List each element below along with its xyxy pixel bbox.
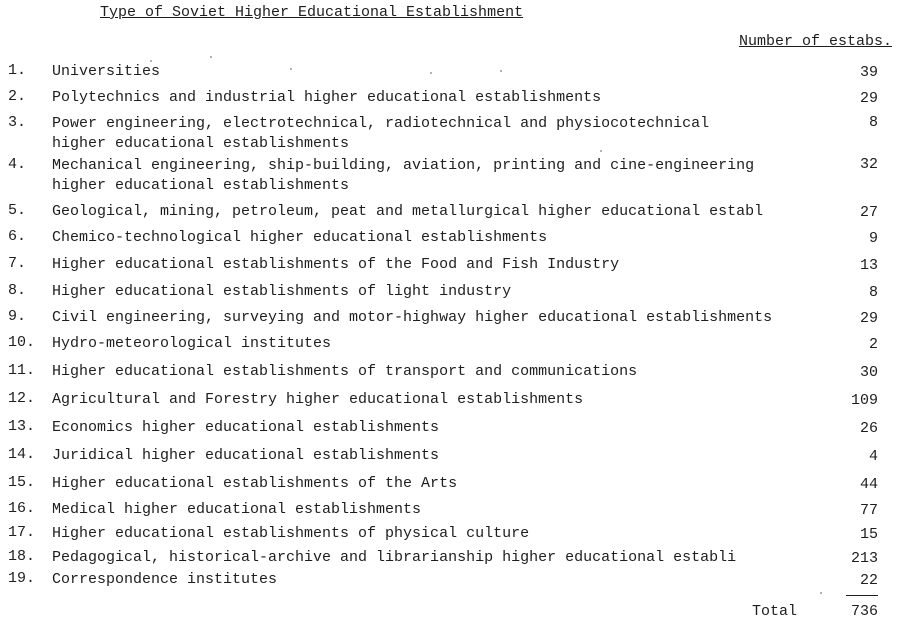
row-number: 3. <box>8 114 27 131</box>
row-number: 5. <box>8 202 27 219</box>
row-number: 11. <box>8 362 36 379</box>
row-description-line: Correspondence institutes <box>52 571 278 588</box>
row-number: 1. <box>8 62 27 79</box>
column-header-number-of-estabs: Number of estabs. <box>738 33 892 50</box>
row-number: 13. <box>8 418 36 435</box>
row-description-line: Power engineering, electrotechnical, radiotechnical and physiocotechnical <box>52 115 710 132</box>
scan-speck <box>210 56 212 58</box>
total-value: 736 <box>850 603 878 620</box>
row-number: 14. <box>8 446 36 463</box>
row-count: 29 <box>859 310 878 327</box>
row-number: 6. <box>8 228 27 245</box>
row-count: 22 <box>859 572 878 589</box>
scan-speck <box>290 68 292 70</box>
row-description <box>52 418 832 438</box>
row-description <box>52 228 832 248</box>
row-number: 16. <box>8 500 36 517</box>
row-description-line: Geological, mining, petroleum, peat and metallurgical higher educational establ <box>52 203 764 220</box>
row-count: 13 <box>859 257 878 274</box>
row-number: 8. <box>8 282 27 299</box>
row-description-line: Chemico-technological higher educational establishments <box>52 229 548 246</box>
row-number: 19. <box>8 570 36 587</box>
row-description-line: Agricultural and Forestry higher educational establishments <box>52 391 584 408</box>
total-rule <box>846 595 878 596</box>
row-count: 213 <box>850 550 878 567</box>
row-count: 15 <box>859 526 878 543</box>
row-number: 2. <box>8 88 27 105</box>
row-description-line: Juridical higher educational establishments <box>52 447 440 464</box>
row-count: 27 <box>859 204 878 221</box>
row-description <box>52 524 832 544</box>
row-count: 39 <box>859 64 878 81</box>
row-description-line: Polytechnics and industrial higher educational establishments <box>52 89 602 106</box>
row-description <box>52 156 832 196</box>
row-number: 7. <box>8 255 27 272</box>
row-count: 32 <box>859 156 878 173</box>
row-description-line: Higher educational establishments of light industry <box>52 283 512 300</box>
row-description-line: Hydro-meteorological institutes <box>52 335 332 352</box>
row-description-line: Higher educational establishments of the Arts <box>52 475 458 492</box>
row-number: 10. <box>8 334 36 351</box>
row-count: 8 <box>868 284 878 301</box>
row-number: 17. <box>8 524 36 541</box>
row-count: 4 <box>868 448 878 465</box>
row-description <box>52 255 832 275</box>
row-description-line: Higher educational establishments of transport and communications <box>52 363 638 380</box>
total-label: Total <box>752 603 798 620</box>
row-count: 109 <box>850 392 878 409</box>
row-description <box>52 500 832 520</box>
row-count: 2 <box>868 336 878 353</box>
row-description <box>52 446 832 466</box>
row-description <box>52 474 832 494</box>
row-description-line: higher educational establishments <box>52 135 350 152</box>
row-description-line: Higher educational establishments of physical culture <box>52 525 530 542</box>
scan-speck <box>430 72 432 74</box>
row-number: 18. <box>8 548 36 565</box>
row-count: 9 <box>868 230 878 247</box>
row-description-line: higher educational establishments <box>52 177 350 194</box>
row-number: 9. <box>8 308 27 325</box>
scan-speck <box>600 150 602 152</box>
row-count: 29 <box>859 90 878 107</box>
row-description <box>52 88 832 108</box>
row-description <box>52 362 832 382</box>
row-description-line: Mechanical engineering, ship-building, aviation, printing and cine-engineering <box>52 157 755 174</box>
row-number: 12. <box>8 390 36 407</box>
scan-speck <box>500 70 502 72</box>
row-description <box>52 308 832 328</box>
row-count: 30 <box>859 364 878 381</box>
row-description <box>52 570 832 590</box>
row-count: 8 <box>868 114 878 131</box>
row-description <box>52 62 832 82</box>
row-description-line: Economics higher educational establishments <box>52 419 440 436</box>
row-description-line: Civil engineering, surveying and motor-highway higher educational establishments <box>52 309 773 326</box>
row-description <box>52 282 832 302</box>
row-number: 4. <box>8 156 27 173</box>
scan-speck <box>150 60 152 62</box>
row-description-line: Medical higher educational establishments <box>52 501 422 518</box>
row-description <box>52 548 832 568</box>
row-description <box>52 202 832 222</box>
row-count: 77 <box>859 502 878 519</box>
row-count: 44 <box>859 476 878 493</box>
row-description-line: Universities <box>52 63 161 80</box>
row-number: 15. <box>8 474 36 491</box>
row-description <box>52 334 832 354</box>
document-title: Type of Soviet Higher Educational Establishment <box>100 4 524 21</box>
row-description <box>52 114 832 154</box>
row-description <box>52 390 832 410</box>
row-count: 26 <box>859 420 878 437</box>
row-description-line: Higher educational establishments of the Food and Fish Industry <box>52 256 620 273</box>
scan-speck <box>820 592 822 594</box>
row-description-line: Pedagogical, historical-archive and librarianship higher educational establi <box>52 549 737 566</box>
